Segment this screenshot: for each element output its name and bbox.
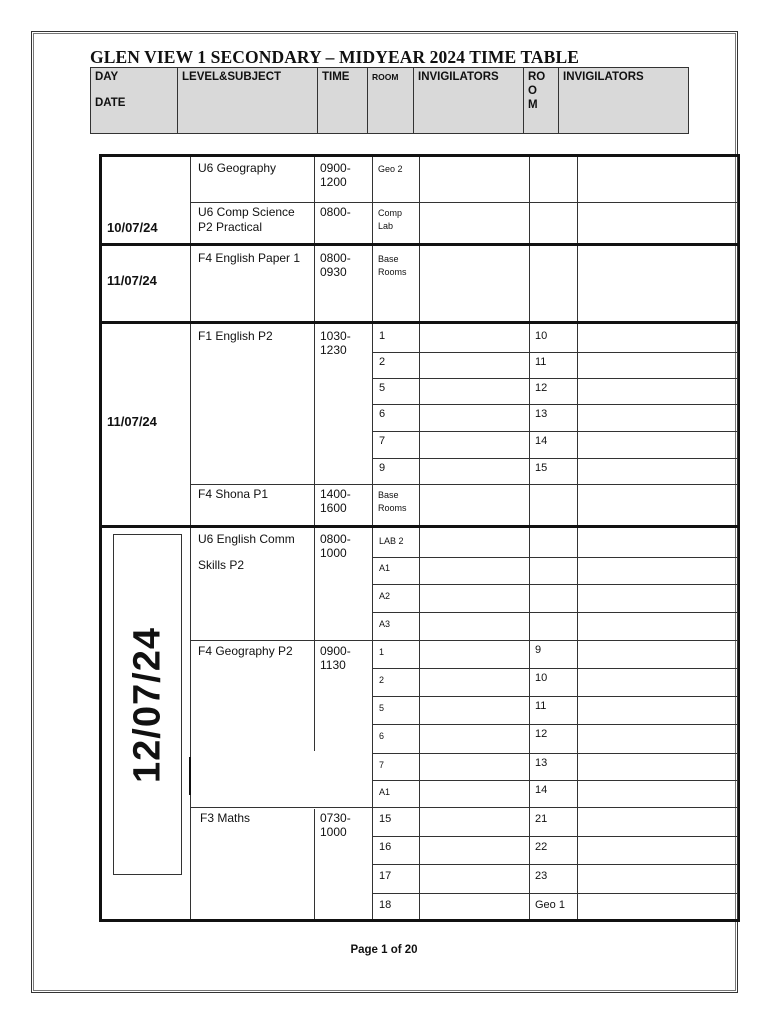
header-time: TIME (318, 68, 368, 134)
room-cell: 15 (379, 813, 392, 825)
band-11-07-24-f1 (99, 321, 740, 527)
room-cell-right: 13 (535, 757, 548, 769)
room-cell-right: 23 (535, 870, 548, 882)
subject-cell: U6 Geography (198, 161, 277, 175)
room-cell: 6 (379, 731, 385, 741)
room-cell: 18 (379, 899, 392, 911)
date-label: 10/07/24 (107, 220, 158, 235)
subject-cell: F4 Geography P2 (198, 644, 293, 658)
time-start: 0800- (320, 205, 351, 219)
subject-cell-line2: P2 Practical (198, 220, 263, 234)
room-cell: 2 (379, 356, 386, 368)
room-cell-right: 14 (535, 435, 548, 447)
room-cell: 5 (379, 703, 385, 713)
header-day: DAY (95, 71, 119, 83)
time-start: 0900- (320, 644, 351, 658)
band-11-07-24-english (99, 243, 740, 323)
room-cell: Comp (378, 208, 403, 218)
time-end: 1600 (320, 501, 347, 515)
room-cell: A3 (379, 619, 391, 629)
date-label: 11/07/24 (107, 414, 157, 429)
time-start: 0800- (320, 251, 351, 265)
room-cell-right: 11 (535, 356, 547, 368)
rotated-date-box (113, 534, 182, 875)
room-cell-right: 12 (535, 382, 548, 394)
band-12-07-24 (99, 525, 740, 922)
room-cell: A1 (379, 563, 391, 573)
subject-cell: U6 Comp Science (198, 205, 295, 219)
page-footer: Page 1 of 20 (350, 944, 418, 956)
subject-cell: F4 English Paper 1 (198, 251, 301, 265)
header-day-date (91, 68, 178, 134)
room-cell-right: 22 (535, 841, 548, 853)
room-cell-right: 9 (535, 644, 542, 656)
subject-cell: F3 Maths (200, 811, 251, 825)
room-cell-right: 10 (535, 330, 548, 342)
header-invigilators-1: INVIGILATORS (414, 68, 524, 134)
time-start: 0900- (320, 161, 351, 175)
room-cell: Geo 2 (378, 164, 403, 174)
time-end: 1200 (320, 175, 347, 189)
band-10-07-24 (99, 154, 740, 245)
header-date: DATE (95, 97, 126, 109)
room-cell-right: 15 (535, 462, 548, 474)
header-invigilators-2: INVIGILATORS (559, 68, 689, 134)
room-cell-right: 12 (535, 728, 548, 740)
room-cell: 1 (379, 647, 385, 657)
date-label: 11/07/24 (107, 273, 157, 288)
room-cell: 6 (379, 408, 386, 420)
subject-cell: F4 Shona P1 (198, 487, 269, 501)
room-cell: 5 (379, 382, 386, 394)
time-end: 0930 (320, 265, 347, 279)
room-cell-right: 14 (535, 784, 548, 796)
time-end: 1000 (320, 546, 347, 560)
room-cell: LAB 2 (379, 536, 404, 546)
room-cell-right: 11 (535, 700, 547, 712)
room-cell: 9 (379, 462, 386, 474)
room-cell: A1 (379, 787, 391, 797)
time-start: 0730- (320, 811, 351, 825)
header-room: ROOM (368, 68, 414, 134)
time-start: 1400- (320, 487, 351, 501)
time-end: 1130 (320, 658, 346, 672)
room-cell: 17 (379, 870, 392, 882)
room-cell-right: 10 (535, 672, 548, 684)
time-start: 0800- (320, 532, 351, 546)
subject-cell: F1 English P2 (198, 329, 273, 343)
room-cell-line2: Rooms (378, 503, 407, 513)
room-cell-right: 21 (535, 813, 548, 825)
room-cell-line2: Rooms (378, 267, 407, 277)
subject-cell: U6 English Comm (198, 532, 295, 546)
room-cell: 7 (379, 435, 386, 447)
room-cell-line2: Lab (378, 221, 394, 231)
header-table (90, 67, 689, 134)
room-cell-right: 13 (535, 408, 548, 420)
room-cell: Base (378, 490, 399, 500)
room-cell: 2 (379, 675, 385, 685)
time-start: 1030- (320, 329, 351, 343)
header-room-2: RO O M (524, 68, 559, 134)
room-cell: 1 (379, 330, 386, 342)
page-title: GLEN VIEW 1 SECONDARY – MIDYEAR 2024 TIME TABLE (90, 47, 579, 67)
room-cell: 7 (379, 760, 385, 770)
room-cell: 16 (379, 841, 392, 853)
room-cell: A2 (379, 591, 391, 601)
time-end: 1230 (320, 343, 347, 357)
room-cell-right: Geo 1 (535, 899, 565, 911)
rotated-date: 12/07/24 (126, 626, 168, 783)
room-cell: Base (378, 254, 399, 264)
subject-cell-line2: Skills P2 (198, 558, 245, 572)
time-end: 1000 (320, 825, 347, 839)
header-level-subject: LEVEL&SUBJECT (178, 68, 318, 134)
